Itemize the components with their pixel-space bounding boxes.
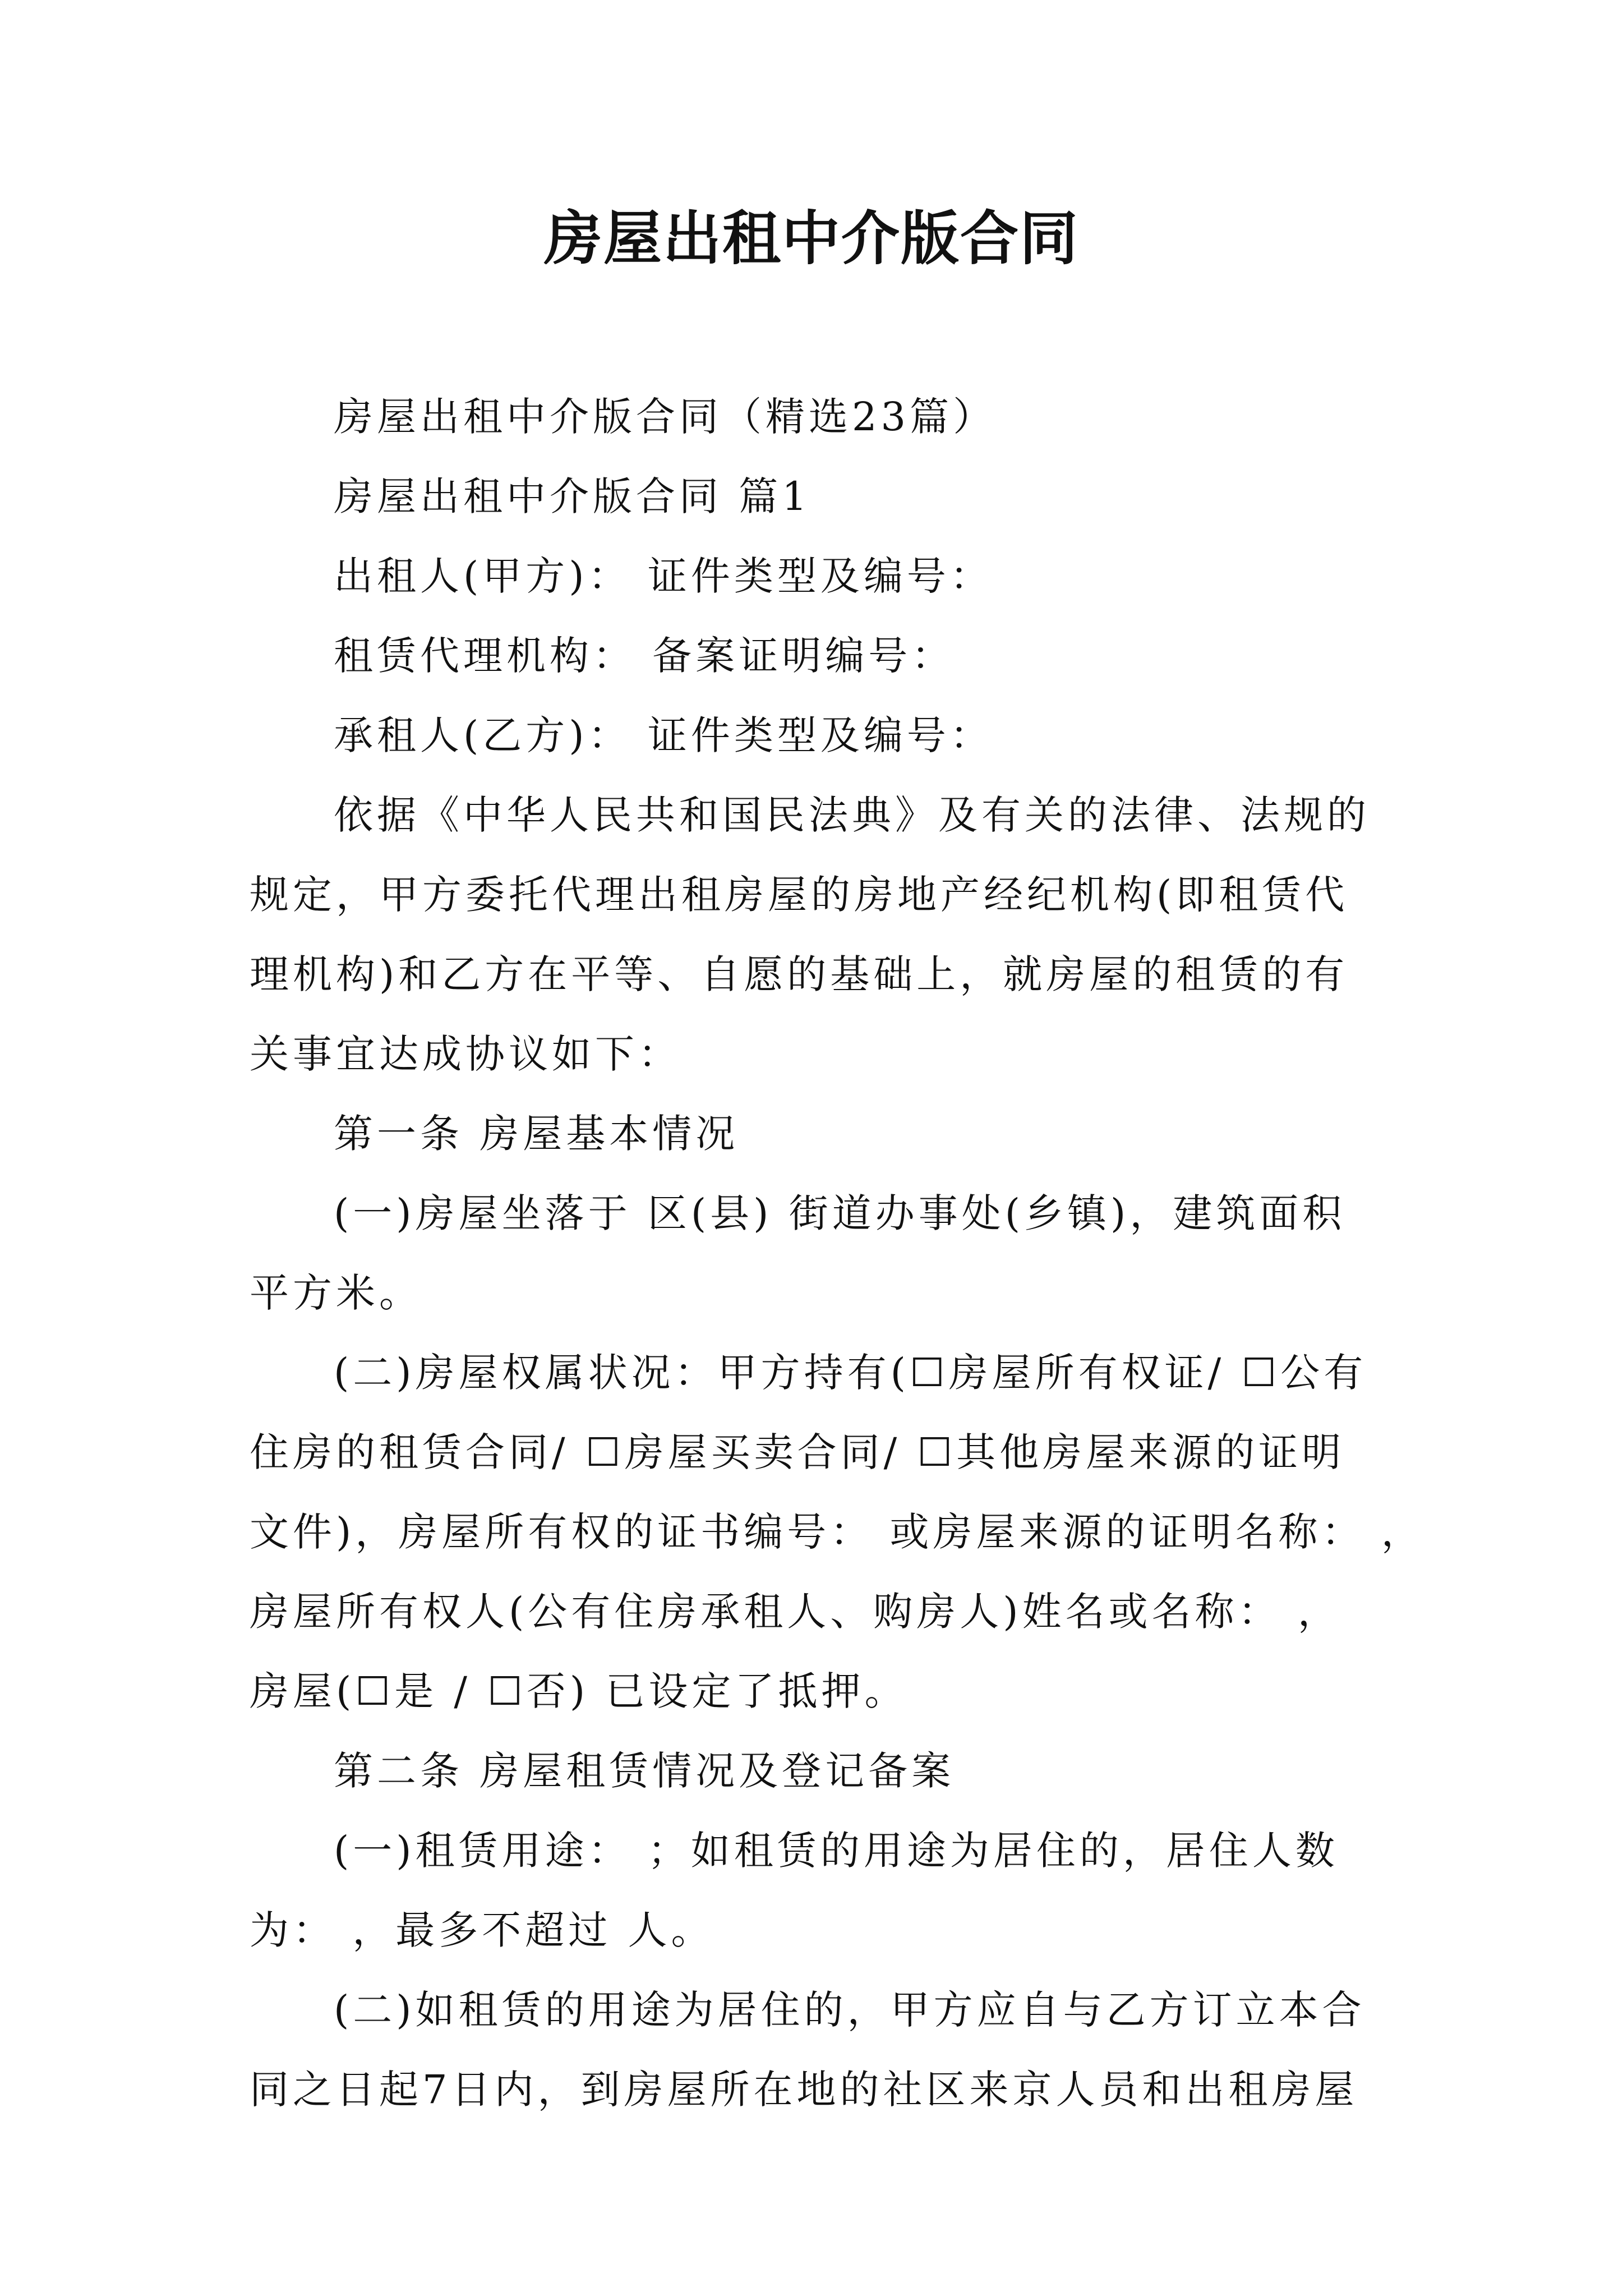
document-text-line: 文件)，房屋所有权的证书编号： 或房屋来源的证明名称： ，	[250, 1509, 1424, 1555]
document-text-line: 租赁代理机构： 备案证明编号：	[334, 633, 955, 679]
document-text-line: 依据《中华人民共和国民法典》及有关的法律、法规的	[334, 792, 1370, 838]
document-text-line: 关事宜达成协议如下：	[250, 1031, 681, 1077]
document-text-line: 规定，甲方委托代理出租房屋的房地产经纪机构(即租赁代	[250, 872, 1349, 918]
document-text-line: 房屋出租中介版合同 篇1	[334, 473, 811, 519]
document-text-line: 房屋所有权人(公有住房承租人、购房人)姓名或名称： ，	[250, 1589, 1341, 1635]
document-text-line: 房屋(☐是 / ☐否) 已设定了抵押。	[250, 1668, 908, 1714]
document-text-line: 第二条 房屋租赁情况及登记备案	[334, 1748, 955, 1794]
document-text-line: 承租人(乙方)： 证件类型及编号：	[334, 712, 993, 758]
document-text-line: 理机构)和乙方在平等、自愿的基础上，就房屋的租赁的有	[250, 951, 1349, 997]
document-text-line: 房屋出租中介版合同（精选23篇）	[334, 394, 997, 440]
document-body	[250, 377, 1424, 2129]
document-title: 房屋出租中介版合同	[543, 204, 1079, 273]
document-text-line: 平方米。	[250, 1270, 422, 1316]
document-text-line: (二)如租赁的用途为居住的，甲方应自与乙方订立本合	[334, 1987, 1366, 2033]
document-text-line: 同之日起7日内，到房屋所在地的社区来京人员和出租房屋	[250, 2067, 1358, 2113]
document-text-line: 第一条 房屋基本情况	[334, 1111, 739, 1157]
document-text-line: (一)房屋坐落于 区(县) 街道办事处(乡镇)，建筑面积	[334, 1190, 1346, 1236]
document-text-line: 出租人(甲方)： 证件类型及编号：	[334, 553, 993, 599]
document-text-line: (一)租赁用途： ；如租赁的用途为居住的，居住人数	[334, 1828, 1339, 1874]
document-text-line: 住房的租赁合同/ ☐房屋买卖合同/ ☐其他房屋来源的证明	[250, 1429, 1345, 1475]
document-text-line: (二)房屋权属状况：甲方持有(☐房屋所有权证/ ☐公有	[334, 1350, 1367, 1396]
document-text-line: 为： ，最多不超过 人。	[250, 1907, 714, 1953]
